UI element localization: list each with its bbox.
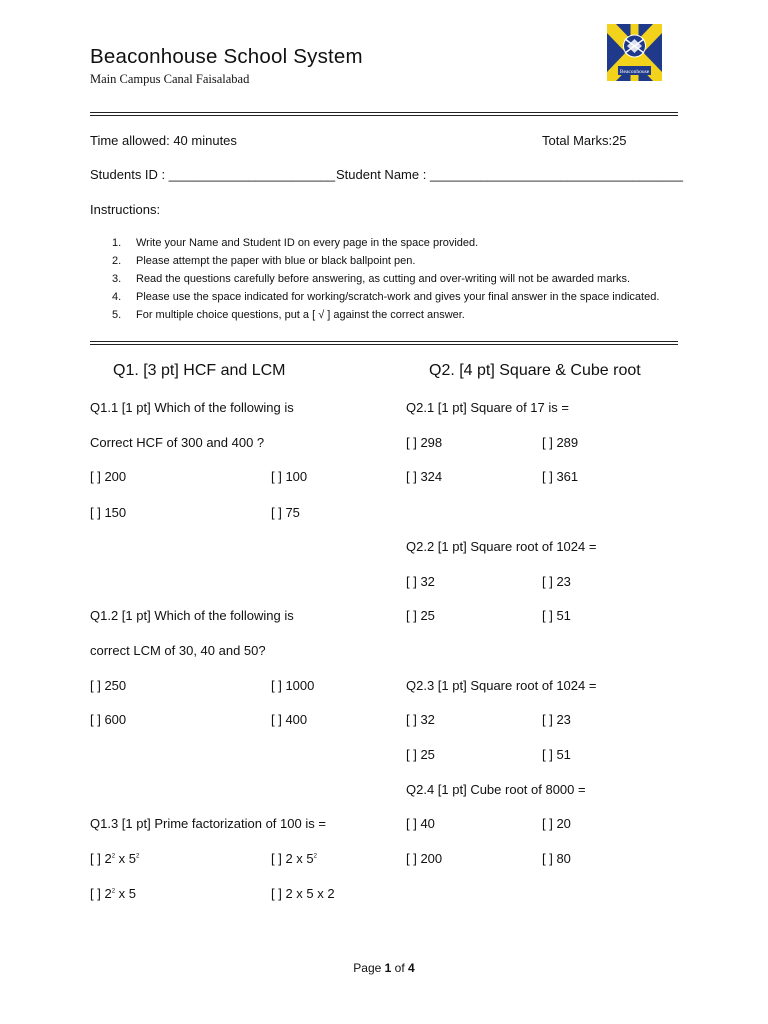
q2-2-question: Q2.2 [1 pt] Square root of 1024 = bbox=[406, 539, 597, 554]
total-marks: Total Marks:25 bbox=[542, 133, 627, 148]
q1-1-option-b[interactable]: [ ] 100 bbox=[271, 469, 308, 484]
instructions-rule-top bbox=[90, 341, 678, 342]
instruction-item bbox=[90, 252, 670, 270]
q1-3-option-c-suffix: x 5 bbox=[115, 886, 136, 901]
q1-1-option-d[interactable]: [ ] 75 bbox=[271, 505, 300, 520]
q1-3-option-a-exp2: 2 bbox=[136, 853, 140, 860]
q2-1-option-c[interactable]: [ ] 324 bbox=[406, 469, 443, 484]
student-id-field[interactable]: Students ID : _______________________ bbox=[90, 167, 336, 182]
q2-3-option-c[interactable]: [ ] 25 bbox=[406, 747, 435, 762]
q2-3-option-b[interactable]: [ ] 23 bbox=[542, 712, 571, 727]
instruction-text: Read the questions carefully before answering, as cutting and over-writing will not be awarded marks. bbox=[136, 273, 631, 285]
q1-3-option-a-mid: x 5 bbox=[115, 851, 136, 866]
instruction-text: Please attempt the paper with blue or black ballpoint pen. bbox=[136, 255, 416, 267]
page-current: 1 bbox=[384, 961, 392, 975]
time-allowed: Time allowed: 40 minutes bbox=[90, 133, 237, 148]
q1-3-question: Q1.3 [1 pt] Prime factorization of 100 is = bbox=[90, 816, 326, 831]
q1-3-option-b-base: [ ] 2 x 5 bbox=[271, 851, 314, 866]
instruction-item bbox=[90, 234, 670, 252]
page-total: 4 bbox=[408, 961, 415, 975]
logo-text: Beaconhouse bbox=[619, 69, 650, 75]
instruction-item bbox=[90, 288, 670, 306]
instruction-item bbox=[90, 270, 670, 288]
q1-1-option-c[interactable]: [ ] 150 bbox=[90, 505, 127, 520]
header-rule-bottom bbox=[90, 115, 678, 116]
campus-name: Main Campus Canal Faisalabad bbox=[90, 72, 250, 86]
school-name: Beaconhouse School System bbox=[90, 45, 363, 68]
page-footer bbox=[0, 961, 768, 975]
q2-4-option-d[interactable]: [ ] 80 bbox=[542, 851, 571, 866]
instructions-rule-bottom bbox=[90, 344, 678, 345]
q1-1-question-line1: Q1.1 [1 pt] Which of the following is bbox=[90, 400, 294, 415]
q2-4-option-a[interactable]: [ ] 40 bbox=[406, 816, 435, 831]
instructions-list bbox=[90, 234, 670, 324]
instruction-text: Write your Name and Student ID on every page in the space provided. bbox=[136, 237, 479, 249]
instruction-text: Please use the space indicated for working/scratch-work and gives your final answer in the space indicated. bbox=[136, 291, 660, 303]
q1-3-option-a[interactable] bbox=[90, 851, 139, 866]
school-logo bbox=[607, 24, 662, 81]
instruction-number: 5. bbox=[112, 309, 122, 321]
q1-3-option-d[interactable]: [ ] 2 x 5 x 2 bbox=[271, 886, 335, 901]
q1-2-option-c[interactable]: [ ] 600 bbox=[90, 712, 127, 727]
instruction-number: 2. bbox=[112, 255, 122, 267]
q2-3-option-a[interactable]: [ ] 32 bbox=[406, 712, 435, 727]
q2-2-option-d[interactable]: [ ] 51 bbox=[542, 608, 571, 623]
q1-3-option-a-exp1: 2 bbox=[111, 853, 116, 860]
q2-2-option-c[interactable]: [ ] 25 bbox=[406, 608, 435, 623]
q1-2-question-line2: correct LCM of 30, 40 and 50? bbox=[90, 643, 266, 658]
q1-1-question-line2: Correct HCF of 300 and 400 ? bbox=[90, 435, 265, 450]
page-word: Page bbox=[353, 961, 382, 975]
student-name-field[interactable]: Student Name : ___________________________________ bbox=[336, 167, 683, 182]
instruction-number: 3. bbox=[112, 273, 122, 285]
q1-2-option-a[interactable]: [ ] 250 bbox=[90, 678, 127, 693]
instruction-number: 4. bbox=[112, 291, 122, 303]
instruction-item bbox=[90, 306, 670, 324]
instructions-heading: Instructions: bbox=[90, 202, 161, 217]
q1-3-option-b[interactable] bbox=[271, 851, 317, 866]
q2-heading: Q2. [4 pt] Square & Cube root bbox=[429, 362, 641, 379]
q1-3-option-b-exp: 2 bbox=[313, 853, 317, 860]
q1-3-option-a-base: [ ] 2 bbox=[90, 851, 112, 866]
header-rule-top bbox=[90, 112, 678, 113]
q2-3-question: Q2.3 [1 pt] Square root of 1024 = bbox=[406, 678, 597, 693]
instruction-text: For multiple choice questions, put a [ √ ] against the correct answer. bbox=[136, 309, 465, 321]
q1-3-option-c[interactable] bbox=[90, 886, 136, 901]
q2-1-option-b[interactable]: [ ] 289 bbox=[542, 435, 579, 450]
q2-3-option-d[interactable]: [ ] 51 bbox=[542, 747, 571, 762]
q2-4-option-c[interactable]: [ ] 200 bbox=[406, 851, 443, 866]
q2-1-option-a[interactable]: [ ] 298 bbox=[406, 435, 443, 450]
q1-2-option-d[interactable]: [ ] 400 bbox=[271, 712, 308, 727]
q1-heading: Q1. [3 pt] HCF and LCM bbox=[113, 362, 286, 379]
q1-3-option-c-base: [ ] 2 bbox=[90, 886, 112, 901]
q1-2-option-b[interactable]: [ ] 1000 bbox=[271, 678, 315, 693]
q2-4-question: Q2.4 [1 pt] Cube root of 8000 = bbox=[406, 782, 586, 797]
q2-4-option-b[interactable]: [ ] 20 bbox=[542, 816, 571, 831]
q2-2-option-a[interactable]: [ ] 32 bbox=[406, 574, 435, 589]
q2-1-option-d[interactable]: [ ] 361 bbox=[542, 469, 579, 484]
q1-1-option-a[interactable]: [ ] 200 bbox=[90, 469, 127, 484]
q2-2-option-b[interactable]: [ ] 23 bbox=[542, 574, 571, 589]
q1-3-option-c-exp: 2 bbox=[111, 888, 116, 895]
of-word: of bbox=[394, 961, 405, 975]
q1-2-question-line1: Q1.2 [1 pt] Which of the following is bbox=[90, 608, 294, 623]
instruction-number: 1. bbox=[112, 237, 122, 249]
q2-1-question: Q2.1 [1 pt] Square of 17 is = bbox=[406, 400, 569, 415]
